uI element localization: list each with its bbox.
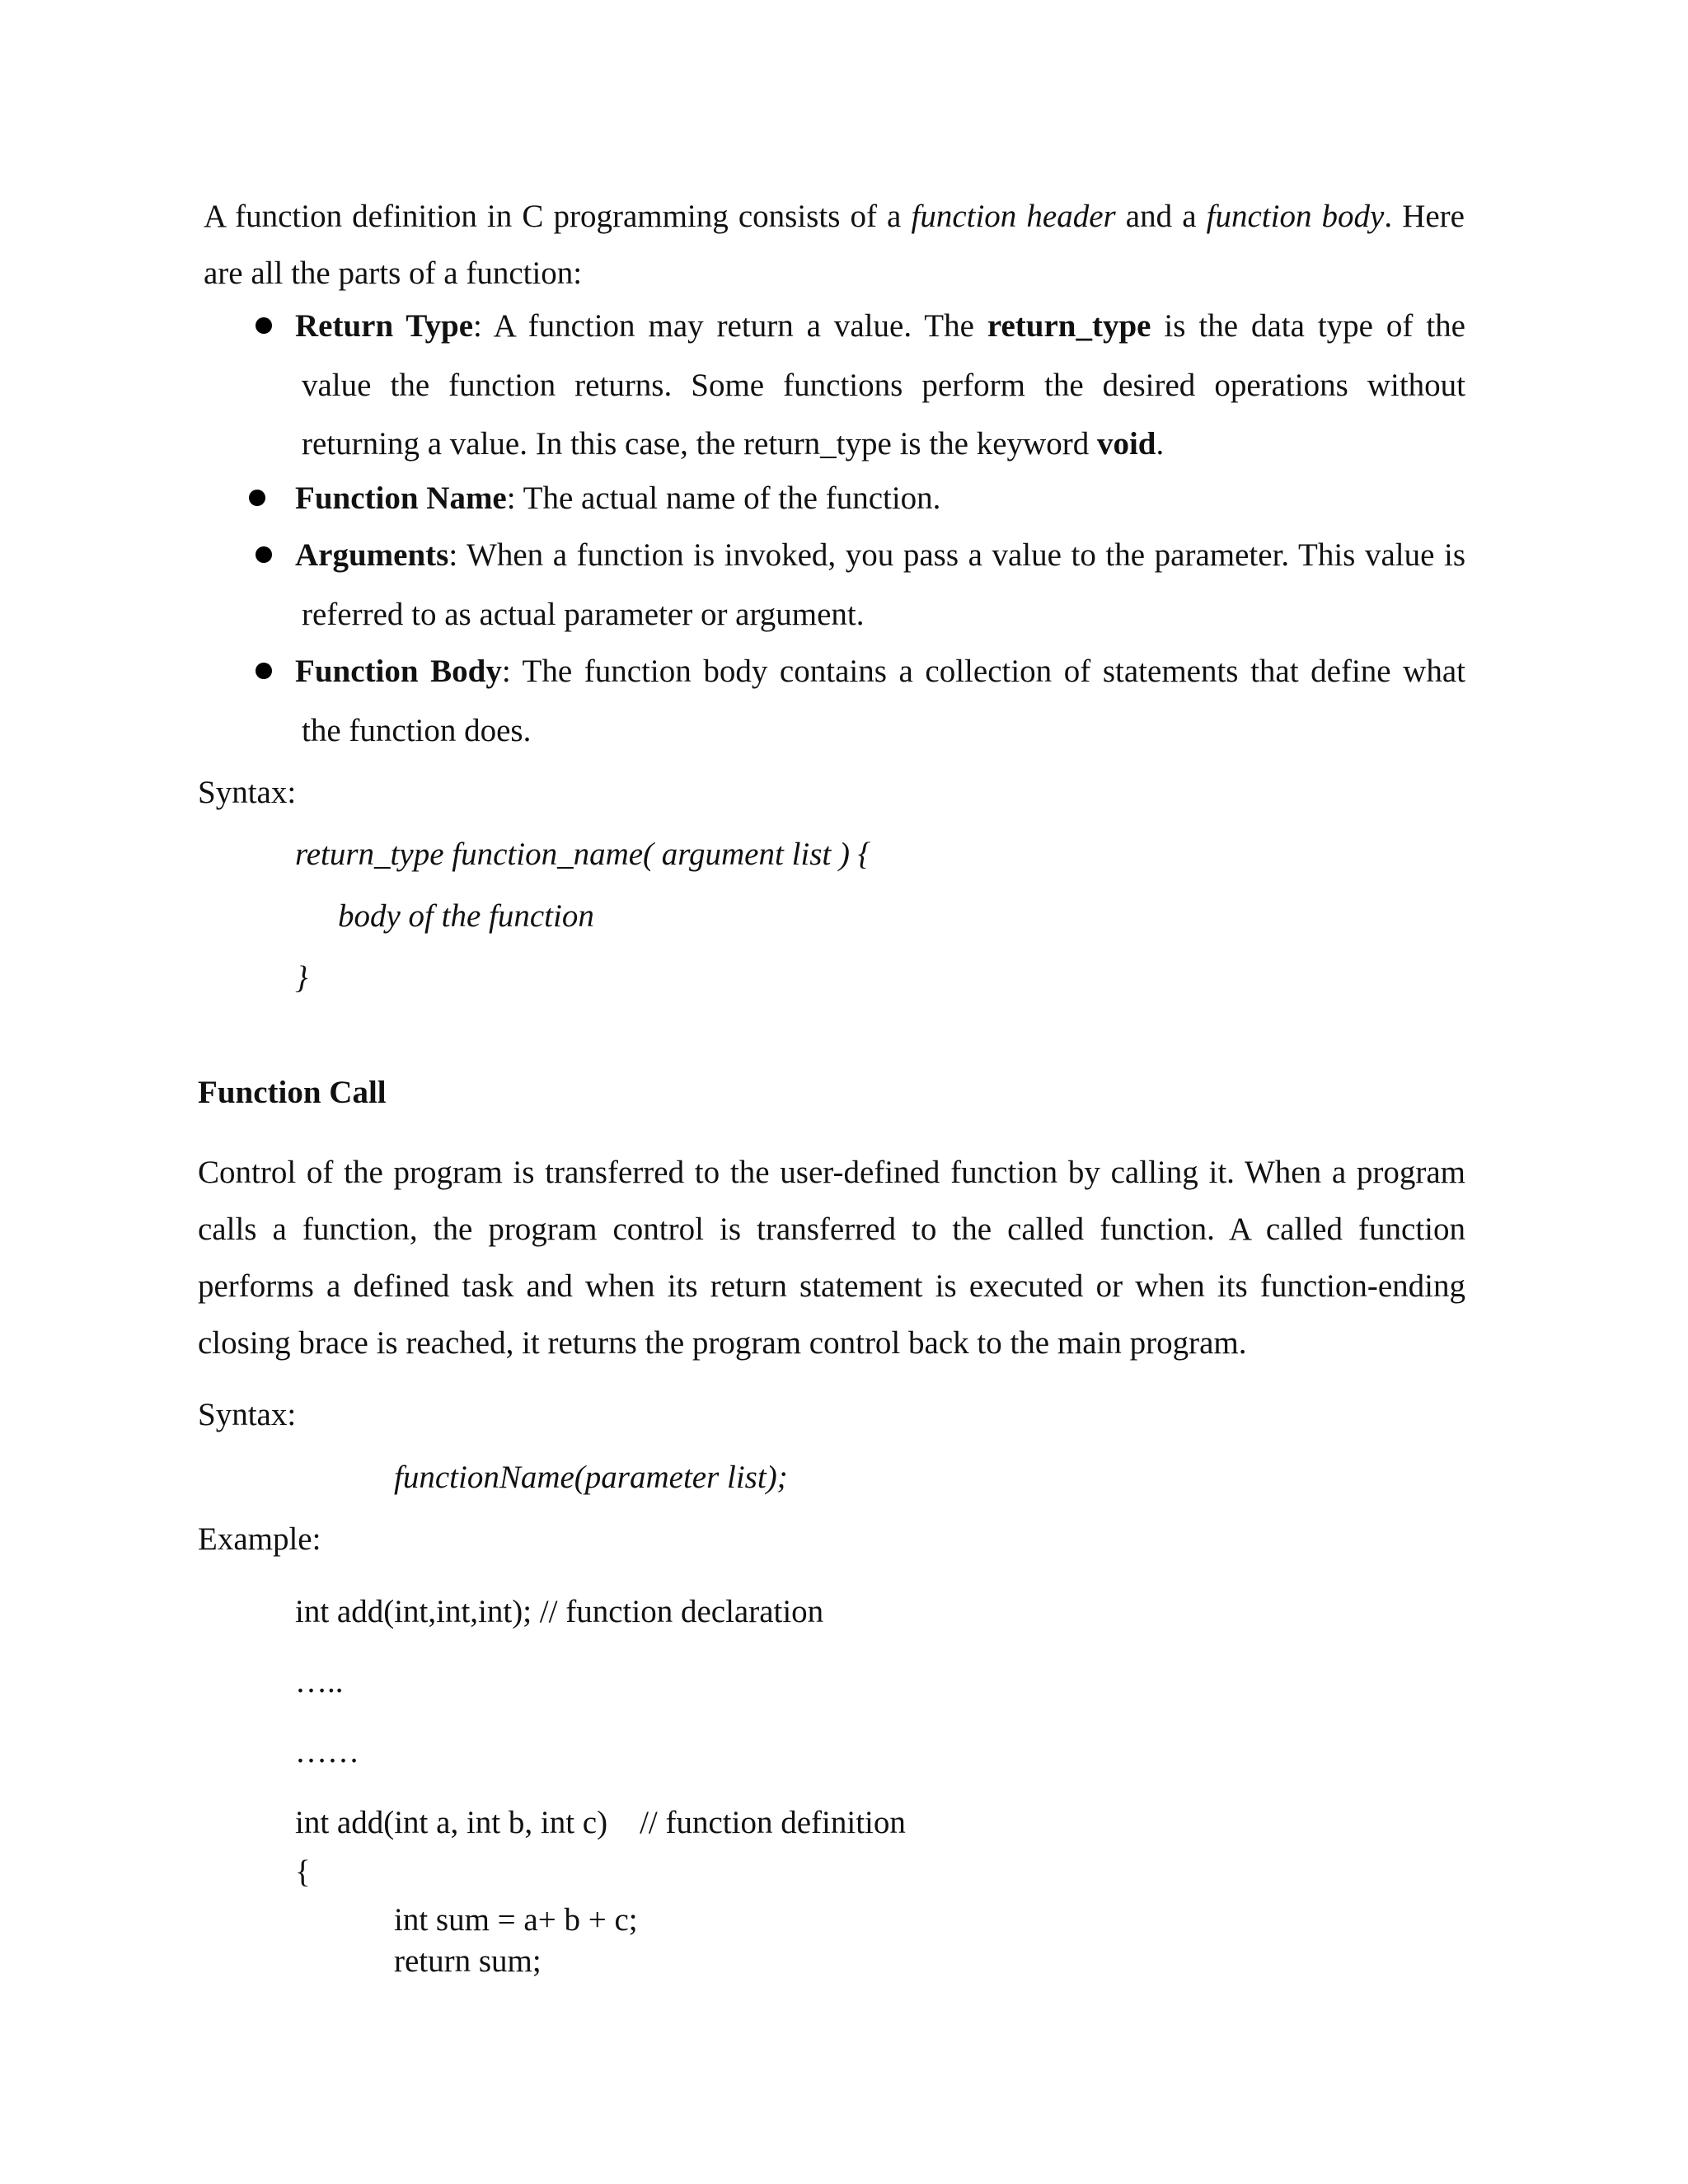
intro-line-2: are all the parts of a function: [204, 255, 583, 291]
example-code-line: …… [295, 1734, 359, 1769]
example-code-line: ….. [295, 1664, 344, 1699]
paragraph-line: closing brace is reached, it returns the program control back to the main program. [198, 1325, 1247, 1361]
example-code-line: int add(int,int,int); // function declaration [295, 1594, 824, 1629]
list-item-line: Function Body: The function body contains a collection of statements that define what [295, 654, 1465, 689]
list-item-return-type [295, 297, 1465, 355]
list-item-line: Function Name: The actual name of the function. [295, 480, 941, 516]
example-code-line: int add(int a, int b, int c) // function definition [295, 1805, 906, 1840]
list-item-arguments [295, 526, 1465, 584]
syntax-label: Syntax: [198, 775, 297, 810]
syntax-code-line: body of the function [338, 898, 594, 934]
list-item-line: value the function returns. Some functions perform the desired operations without [302, 368, 1465, 403]
function-call-paragraph [198, 1144, 1465, 1371]
example-code-line: { [295, 1854, 311, 1890]
list-item-line: Arguments: When a function is invoked, you pass a value to the parameter. This value is [295, 537, 1465, 573]
bullet-icon [256, 546, 272, 563]
bullet-icon [256, 317, 272, 334]
example-code-line: int sum = a+ b + c; [394, 1902, 638, 1938]
list-item-arguments-cont [302, 585, 1465, 644]
bullet-icon [256, 663, 272, 679]
list-item-function-body-cont [302, 701, 1465, 760]
paragraph-line: Control of the program is transferred to the user-defined function by calling it. When a program [198, 1155, 1465, 1190]
list-item-function-name [295, 469, 1465, 527]
section-heading: Function Call [198, 1075, 387, 1110]
list-item-line: returning a value. In this case, the return_type is the keyword void. [302, 426, 1165, 462]
example-code-line: return sum; [394, 1943, 542, 1979]
paragraph-line: performs a defined task and when its return statement is executed or when its function-ending [198, 1268, 1465, 1304]
list-item-function-body [295, 642, 1465, 701]
list-item-line: the function does. [302, 713, 532, 748]
bullet-icon [249, 490, 265, 506]
list-item-return-type-cont [302, 356, 1465, 473]
syntax-code-line: } [295, 960, 308, 996]
syntax-code-line: functionName(parameter list); [394, 1460, 788, 1495]
syntax-label: Syntax: [198, 1397, 297, 1432]
intro-line-1: A function definition in C programming consists of a function header and a function body. Here [204, 199, 1465, 234]
list-item-line: Return Type: A function may return a value. The return_type is the data type of the [295, 308, 1465, 344]
example-label: Example: [198, 1521, 321, 1557]
intro-paragraph [204, 188, 1465, 302]
paragraph-line: calls a function, the program control is transferred to the called function. A called function [198, 1212, 1465, 1247]
list-item-line: referred to as actual parameter or argument. [302, 597, 865, 632]
syntax-code-line: return_type function_name( argument list ) { [295, 837, 871, 872]
